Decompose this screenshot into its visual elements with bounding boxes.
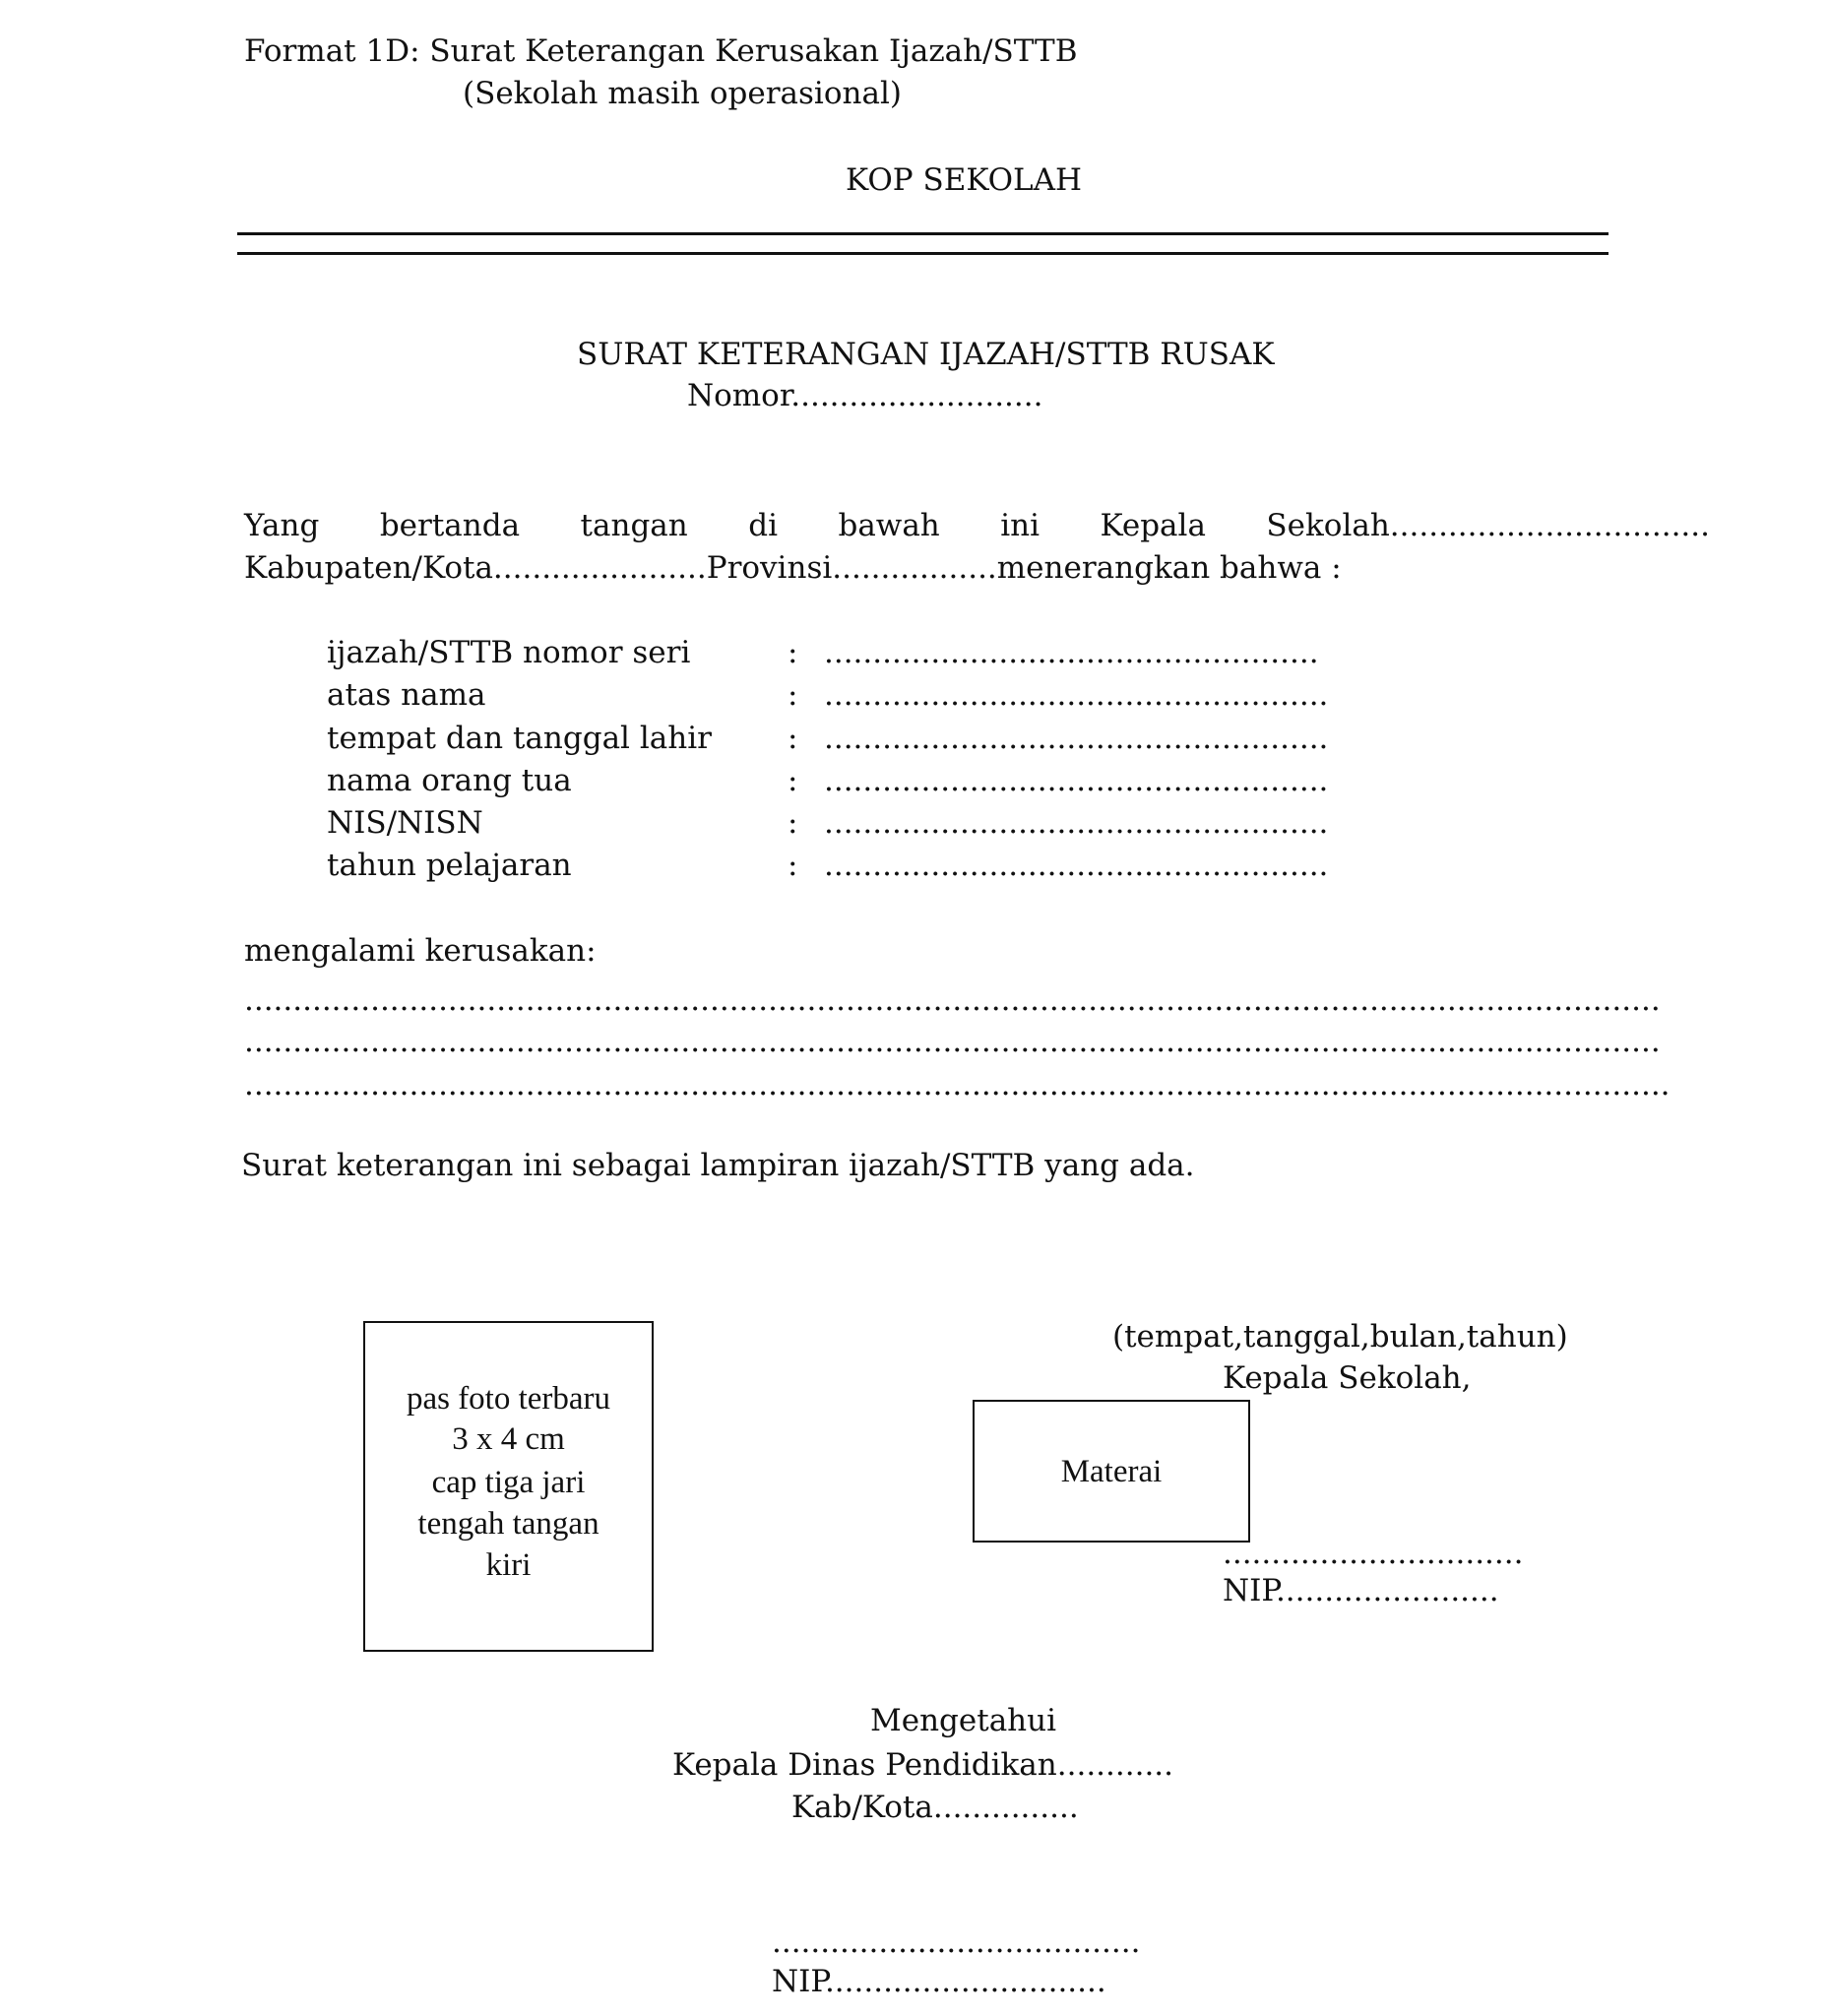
stamp-duty-label: Materai xyxy=(1060,1454,1163,1489)
field-label: tahun pelajaran xyxy=(327,848,572,883)
place-date: (tempat,tanggal,bulan,tahun) xyxy=(1112,1319,1568,1354)
stamp-duty-box xyxy=(973,1400,1250,1543)
letter-title: SURAT KETERANGAN IJAZAH/STTB RUSAK xyxy=(577,337,1275,372)
field-label: tempat dan tanggal lahir xyxy=(327,721,712,756)
letterhead-rule-bottom xyxy=(237,252,1608,255)
closing-statement: Surat keterangan ini sebagai lampiran ijazah/STTB yang ada. xyxy=(241,1148,1195,1183)
field-colon: : xyxy=(788,805,798,841)
photo-instruction: tengah tangan xyxy=(417,1506,599,1542)
field-value: ................................................... xyxy=(824,635,1319,670)
approval-role: Kepala Dinas Pendidikan............ xyxy=(672,1747,1174,1783)
approver-nip: NIP............................. xyxy=(772,1964,1106,1999)
format-title: Format 1D: Surat Keterangan Kerusakan Ijazah/STTB xyxy=(244,33,1078,69)
signer-nip: NIP....................... xyxy=(1223,1573,1499,1608)
letterhead-rule-top xyxy=(237,232,1608,235)
signer-name-line: ............................... xyxy=(1223,1536,1524,1571)
field-value: .................................................... xyxy=(824,721,1329,756)
field-colon: : xyxy=(788,635,798,670)
field-colon: : xyxy=(788,721,798,756)
kop-sekolah: KOP SEKOLAH xyxy=(846,162,1083,198)
photo-placeholder-box xyxy=(363,1321,654,1652)
field-value: .................................................... xyxy=(824,805,1329,841)
signer-role: Kepala Sekolah, xyxy=(1223,1360,1472,1396)
approval-region: Kab/Kota............... xyxy=(791,1790,1079,1825)
photo-instruction: cap tiga jari xyxy=(431,1465,586,1500)
damage-line: .................................................................................................................................................. xyxy=(244,1024,1661,1059)
field-value: .................................................... xyxy=(824,848,1329,883)
damage-line: .................................................................................................................................................. xyxy=(244,982,1661,1018)
format-subtitle: (Sekolah masih operasional) xyxy=(463,76,902,111)
photo-instruction: pas foto terbaru xyxy=(406,1381,611,1417)
damage-line: ................................................................................................................................................... xyxy=(244,1067,1671,1102)
field-colon: : xyxy=(788,677,798,713)
field-colon: : xyxy=(788,848,798,883)
field-value: .................................................... xyxy=(824,763,1329,798)
field-label: ijazah/STTB nomor seri xyxy=(327,635,691,670)
field-label: nama orang tua xyxy=(327,763,572,798)
photo-instruction: kiri xyxy=(485,1547,532,1583)
approver-name-line: ...................................... xyxy=(772,1924,1141,1960)
intro-line-1: Yang bertanda tangan di bawah ini Kepala Sekolah................................. xyxy=(244,508,1710,543)
field-label: atas nama xyxy=(327,677,486,713)
field-colon: : xyxy=(788,763,798,798)
photo-instruction: 3 x 4 cm xyxy=(452,1421,565,1457)
approval-label: Mengetahui xyxy=(870,1703,1057,1738)
field-label: NIS/NISN xyxy=(327,805,483,841)
damage-label: mengalami kerusakan: xyxy=(244,933,597,969)
field-value: .................................................... xyxy=(824,677,1329,713)
letter-number: Nomor.......................... xyxy=(687,378,1043,413)
intro-line-2: Kabupaten/Kota......................Provinsi.................menerangkan bahwa : xyxy=(244,550,1342,586)
